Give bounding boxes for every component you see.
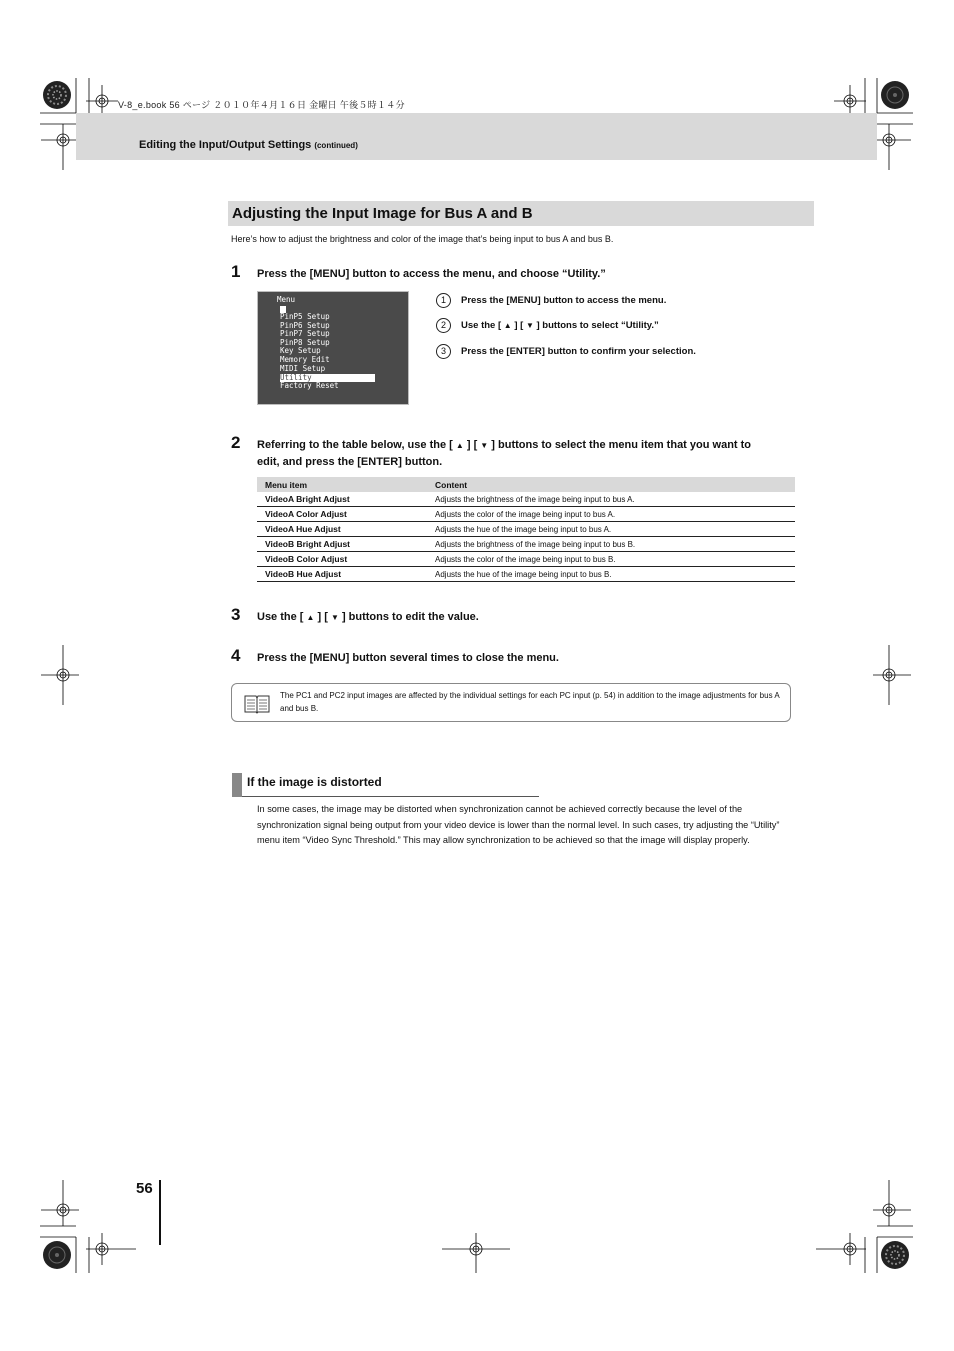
table-cell-content: Adjusts the color of the image being input to bus B. <box>427 552 795 567</box>
table-cell-item: VideoB Bright Adjust <box>257 537 427 552</box>
table-cell-item: VideoB Color Adjust <box>257 552 427 567</box>
down-arrow-icon: ▼ <box>525 321 534 330</box>
table-header-row <box>257 477 795 492</box>
table-cell-item: VideoA Color Adjust <box>257 507 427 522</box>
step-2-line1-b: ] [ <box>466 439 478 451</box>
subsection-bar <box>232 773 242 797</box>
step-4-text: Press the [MENU] button several times to close the menu. <box>257 652 559 664</box>
up-arrow-icon: ▲ <box>503 321 512 330</box>
screen-menu-item: PinP5 Setup <box>280 312 330 321</box>
substep-2-text-a: Use the [ <box>461 320 502 331</box>
note-text: The PC1 and PC2 input images are affected by the individual settings for each PC input (p. 54) in addition to the image adjustments for bus A and bus B. <box>280 691 780 713</box>
table-cell-content: Adjusts the brightness of the image being input to bus A. <box>427 492 795 507</box>
substep-2-number: 2 <box>436 318 451 333</box>
screen-menu-item: Factory Reset <box>280 381 339 390</box>
table-cell-item: VideoA Hue Adjust <box>257 522 427 537</box>
screen-menu-item: PinP7 Setup <box>280 329 330 339</box>
step-1-text: Press the [MENU] button to access the menu, and choose “Utility.” <box>257 268 606 280</box>
table-row <box>257 522 795 537</box>
step-2-line2: edit, and press the [ENTER] button. <box>257 456 443 468</box>
step-4-number: 4 <box>231 646 241 665</box>
step-3-text <box>257 609 479 626</box>
step-1-number: 1 <box>231 262 241 281</box>
table-cell-item: VideoA Bright Adjust <box>257 492 427 507</box>
page-number: 56 <box>136 1180 153 1197</box>
substep-3-number: 3 <box>436 344 451 359</box>
step-3-number: 3 <box>231 605 241 624</box>
table-cell-content: Adjusts the color of the image being input to bus A. <box>427 507 795 522</box>
table-header-menu-item: Menu item <box>257 477 427 492</box>
intro-text: Here’s how to adjust the brightness and color of the image that’s being input to bus A and bus B. <box>231 234 614 244</box>
section-title: Adjusting the Input Image for Bus A and B <box>232 205 533 222</box>
substep-3-text: Press the [ENTER] button to confirm your selection. <box>461 346 696 357</box>
step-3-text-b: ] [ <box>317 611 328 623</box>
menu-item-table <box>257 477 795 582</box>
book-icon <box>244 694 270 714</box>
substep-2-text <box>461 320 659 331</box>
table-row <box>257 552 795 567</box>
table-cell-item: VideoB Hue Adjust <box>257 567 427 582</box>
header-continued: (continued) <box>314 141 358 150</box>
screen-menu-item: PinP8 Setup <box>280 337 330 347</box>
step-2-text <box>257 437 802 470</box>
subsection-underline <box>242 796 539 797</box>
substep-1-number: 1 <box>436 293 451 308</box>
step-2-number: 2 <box>231 433 241 452</box>
page-number-rule <box>159 1180 161 1245</box>
screen-menu-item: Memory Edit <box>280 355 330 364</box>
subsection-title: If the image is distorted <box>247 775 382 789</box>
table-cell-content: Adjusts the hue of the image being input to bus A. <box>427 522 795 537</box>
print-info: V-8_e.book 56 ページ ２０１０年４月１６日 金曜日 午後５時１４分 <box>118 100 405 110</box>
screen-menu-item: MIDI Setup <box>280 363 326 373</box>
distorted-paragraph: In some cases, the image may be distorted when synchronization cannot be achieved correctly because the level of the synchronization signal being output from your video device is lower than the normal level. In such cases, try adjusting the “Utility” menu item “Video Sync Threshold.” This may allow synchronization to be achieved so that the image will display properly. <box>257 804 780 846</box>
table-cell-content: Adjusts the hue of the image being input to bus B. <box>427 567 795 582</box>
down-arrow-icon: ▼ <box>480 441 489 450</box>
table-cell-content: Adjusts the brightness of the image being input to bus B. <box>427 537 795 552</box>
page-header <box>139 139 358 151</box>
table-row <box>257 567 795 582</box>
screen-menu-item: PinP6 Setup <box>280 320 330 330</box>
down-arrow-icon: ▼ <box>330 613 339 622</box>
table-header-content: Content <box>427 477 795 492</box>
step-3-text-a: Use the [ <box>257 611 304 623</box>
table-row <box>257 492 795 507</box>
screen-selected-item: Utility <box>280 373 312 382</box>
menu-screen <box>257 291 409 405</box>
screen-menu-item: Key Setup <box>280 346 321 356</box>
header-band <box>76 113 877 160</box>
step-3-text-c: ] buttons to edit the value. <box>341 611 479 623</box>
substep-2-text-b: ] [ <box>514 320 524 331</box>
step-2-line1-a: Referring to the table below, use the [ <box>257 439 453 451</box>
header-title: Editing the Input/Output Settings <box>139 139 312 151</box>
up-arrow-icon: ▲ <box>455 441 464 450</box>
substep-2-text-c: ] buttons to select “Utility.” <box>536 320 659 331</box>
table-row <box>257 537 795 552</box>
screen-title: Menu <box>277 295 296 304</box>
step-2-line1-c: ] buttons to select the menu item that you want to <box>491 439 752 451</box>
substep-1-text: Press the [MENU] button to access the menu. <box>461 295 667 306</box>
up-arrow-icon: ▲ <box>306 613 315 622</box>
table-row <box>257 507 795 522</box>
